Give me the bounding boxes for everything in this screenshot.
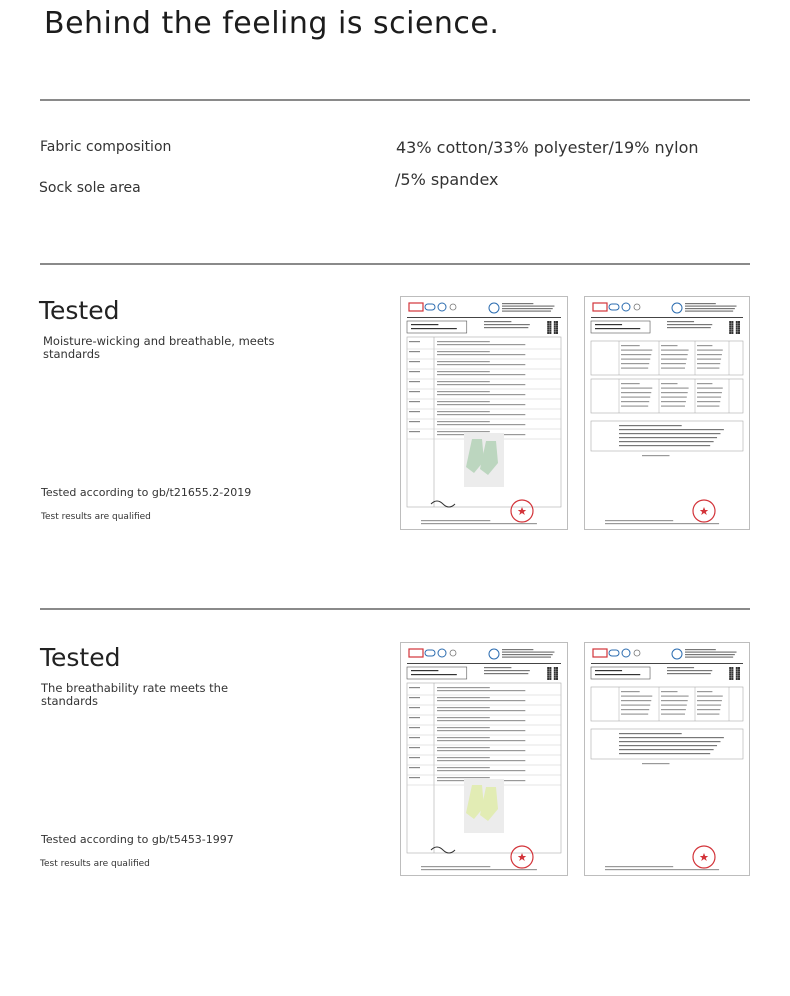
test-section-2-title: Tested [40,643,121,672]
test-section-1-standard: Tested according to gb/t21655.2-2019 [41,486,252,499]
test-section-2-description: The breathability rate meets the standards [41,681,229,708]
test-section-1-title: Tested [39,296,120,325]
composition-value-line2: /5% spandex [395,170,499,189]
test-report-image [585,297,749,529]
test-report-image [401,643,567,875]
fabric-composition-label: Fabric composition [40,139,172,155]
test-report-1-page-2 [584,296,750,530]
composition-value-line1: 43% cotton/33% polyester/19% nylon [396,138,699,157]
test-section-2-result: Test results are qualified [40,859,150,869]
test-report-1-page-1 [400,296,568,530]
test-report-image [401,297,567,529]
test-section-1-result: Test results are qualified [41,512,151,522]
test-report-image [585,643,749,875]
test-section-1-description: Moisture-wicking and breathable, meets standards [43,334,275,361]
sock-sole-area-label: Sock sole area [39,180,141,196]
test-report-2-page-2 [584,642,750,876]
divider-top [40,99,750,101]
test-report-2-page-1 [400,642,568,876]
test-section-2-standard: Tested according to gb/t5453-1997 [41,833,234,846]
divider-lower [40,608,750,610]
divider-middle [40,263,750,265]
page-headline: Behind the feeling is science. [44,6,500,41]
